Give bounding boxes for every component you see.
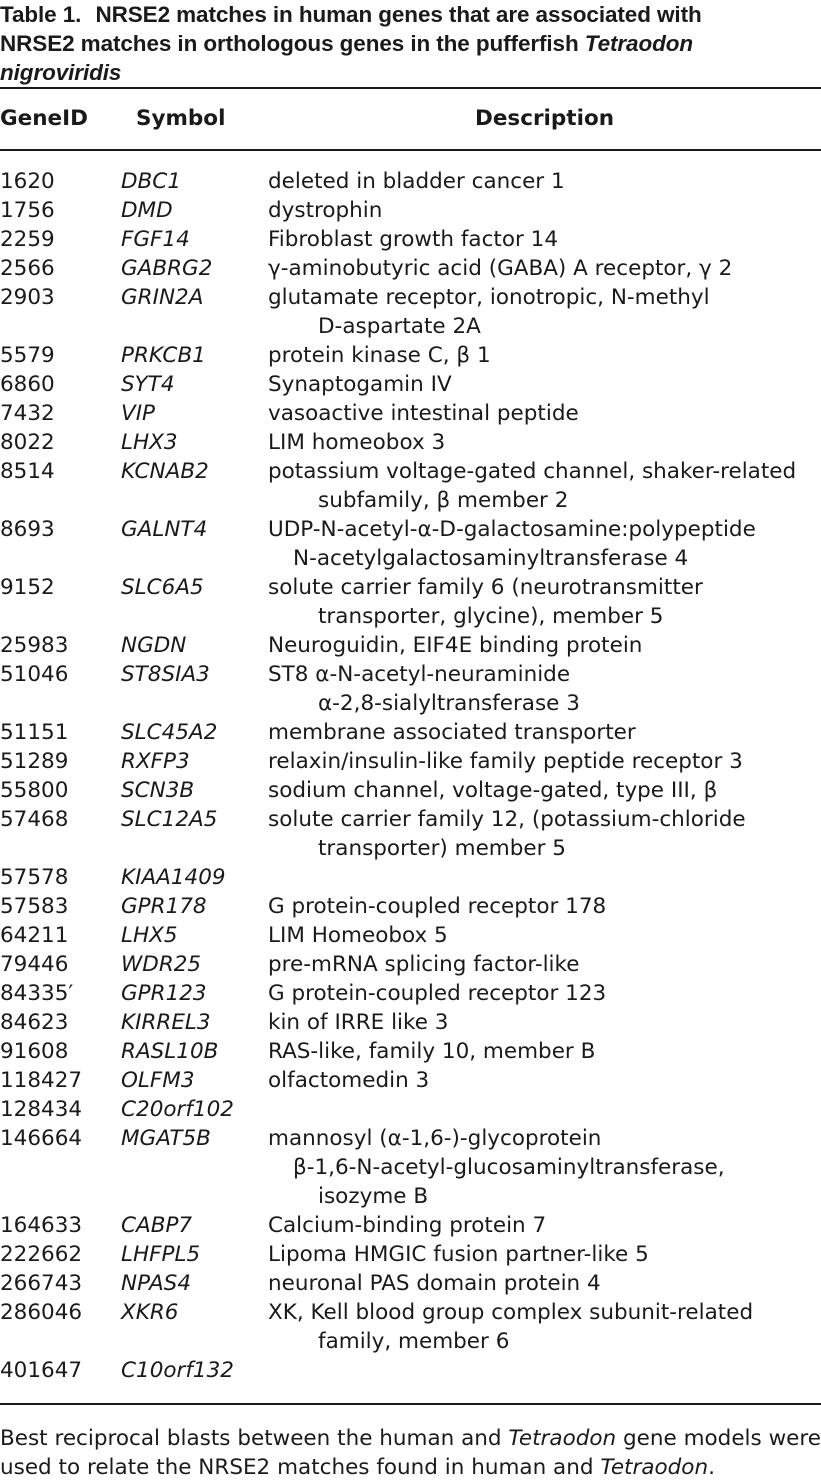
table-row bbox=[0, 863, 821, 892]
table-row bbox=[0, 1095, 821, 1124]
cell-symbol: GALNT4 bbox=[121, 517, 208, 542]
footnote-text-2: gene models were used to relate the NRSE2 matches found in human and bbox=[0, 1426, 821, 1480]
cell-geneid: 128434 bbox=[0, 1097, 83, 1122]
cell-symbol: KIAA1409 bbox=[121, 865, 226, 890]
cell-description bbox=[268, 718, 821, 747]
cell-description bbox=[268, 979, 821, 1008]
table-row bbox=[0, 805, 821, 863]
table-row bbox=[0, 950, 821, 979]
table-row bbox=[0, 979, 821, 1008]
cell-symbol: C10orf132 bbox=[121, 1358, 234, 1383]
cell-description bbox=[268, 863, 821, 892]
footnote-genus-2: Tetraodon bbox=[600, 1455, 709, 1480]
header-symbol: Symbol bbox=[136, 106, 226, 131]
cell-description bbox=[268, 776, 821, 805]
table-row bbox=[0, 428, 821, 457]
table-row bbox=[0, 457, 821, 515]
cell-description bbox=[268, 892, 821, 921]
table-number: Table 1. bbox=[0, 2, 82, 27]
description-line: glutamate receptor, ionotropic, N-methyl bbox=[268, 285, 710, 310]
cell-description bbox=[268, 283, 821, 341]
description-line: G protein-coupled receptor 178 bbox=[268, 894, 607, 919]
description-line: G protein-coupled receptor 123 bbox=[268, 981, 607, 1006]
cell-geneid: 1620 bbox=[0, 169, 55, 194]
footnote-text-3: . bbox=[708, 1455, 715, 1480]
table-row bbox=[0, 254, 821, 283]
cell-description bbox=[268, 573, 821, 631]
cell-geneid: 1756 bbox=[0, 198, 55, 223]
cell-symbol: RASL10B bbox=[121, 1039, 219, 1064]
description-line: Neuroguidin, EIF4E binding protein bbox=[268, 633, 643, 658]
cell-geneid: 8693 bbox=[0, 517, 55, 542]
description-line: potassium voltage-gated channel, shaker-related bbox=[268, 459, 797, 484]
cell-description bbox=[268, 1066, 821, 1095]
cell-geneid: 2566 bbox=[0, 256, 55, 281]
cell-symbol: KCNAB2 bbox=[121, 459, 209, 484]
cell-symbol: GPR123 bbox=[121, 981, 207, 1006]
description-line: α-2,8-sialyltransferase 3 bbox=[318, 691, 580, 716]
table-row bbox=[0, 167, 821, 196]
cell-symbol: LHX3 bbox=[121, 430, 178, 455]
cell-symbol: KIRREL3 bbox=[121, 1010, 211, 1035]
description-line: sodium channel, voltage-gated, type III, β bbox=[268, 778, 718, 803]
cell-symbol: FGF14 bbox=[121, 227, 190, 252]
cell-description bbox=[268, 1211, 821, 1240]
table-row bbox=[0, 718, 821, 747]
cell-description bbox=[268, 515, 821, 573]
cell-geneid: 7432 bbox=[0, 401, 55, 426]
cell-geneid: 286046 bbox=[0, 1300, 83, 1325]
caption-line-2 bbox=[0, 29, 821, 58]
table-top-rule bbox=[0, 87, 821, 89]
cell-symbol: WDR25 bbox=[121, 952, 202, 977]
cell-description bbox=[268, 805, 821, 863]
table-row bbox=[0, 370, 821, 399]
description-line: XK, Kell blood group complex subunit-related bbox=[268, 1300, 754, 1325]
cell-description bbox=[268, 254, 821, 283]
table-row bbox=[0, 1269, 821, 1298]
cell-symbol: SLC6A5 bbox=[121, 575, 204, 600]
table-row bbox=[0, 1211, 821, 1240]
table-bottom-rule bbox=[0, 1403, 821, 1405]
description-line: N-acetylgalactosaminyltransferase 4 bbox=[293, 546, 689, 571]
cell-geneid: 57578 bbox=[0, 865, 69, 890]
cell-description bbox=[268, 660, 821, 718]
description-line: D-aspartate 2A bbox=[318, 314, 481, 339]
cell-geneid: 51289 bbox=[0, 749, 69, 774]
cell-geneid: 146664 bbox=[0, 1126, 83, 1151]
table-row bbox=[0, 225, 821, 254]
cell-symbol: C20orf102 bbox=[121, 1097, 234, 1122]
caption-line-1 bbox=[0, 0, 821, 29]
cell-geneid: 25983 bbox=[0, 633, 69, 658]
cell-symbol: XKR6 bbox=[121, 1300, 179, 1325]
cell-geneid: 164633 bbox=[0, 1213, 83, 1238]
cell-description bbox=[268, 950, 821, 979]
table-caption bbox=[0, 0, 821, 87]
cell-description bbox=[268, 631, 821, 660]
table-row bbox=[0, 399, 821, 428]
table-body bbox=[0, 167, 821, 1385]
cell-description bbox=[268, 1298, 821, 1356]
cell-description bbox=[268, 167, 821, 196]
description-line: protein kinase C, β 1 bbox=[268, 343, 491, 368]
cell-symbol: SLC45A2 bbox=[121, 720, 218, 745]
cell-geneid: 2259 bbox=[0, 227, 55, 252]
footnote-genus-1: Tetraodon bbox=[508, 1426, 617, 1451]
description-line: β-1,6-N-acetyl-glucosaminyltransferase, bbox=[293, 1155, 725, 1180]
cell-symbol: DMD bbox=[121, 198, 173, 223]
description-line: LIM Homeobox 5 bbox=[268, 923, 448, 948]
table-row bbox=[0, 573, 821, 631]
cell-description bbox=[268, 457, 821, 515]
description-line: Lipoma HMGIC fusion partner-like 5 bbox=[268, 1242, 649, 1267]
cell-description bbox=[268, 1240, 821, 1269]
cell-geneid: 222662 bbox=[0, 1242, 83, 1267]
table-row bbox=[0, 1240, 821, 1269]
table-row bbox=[0, 747, 821, 776]
cell-symbol: SYT4 bbox=[121, 372, 175, 397]
table-row bbox=[0, 283, 821, 341]
cell-geneid: 84335′ bbox=[0, 981, 74, 1006]
cell-geneid: 79446 bbox=[0, 952, 69, 977]
cell-description bbox=[268, 399, 821, 428]
description-line: subfamily, β member 2 bbox=[318, 488, 569, 513]
cell-geneid: 57468 bbox=[0, 807, 69, 832]
description-line: olfactomedin 3 bbox=[268, 1068, 430, 1093]
cell-symbol: SLC12A5 bbox=[121, 807, 218, 832]
cell-symbol: NGDN bbox=[121, 633, 187, 658]
table-header-rule bbox=[0, 149, 821, 151]
cell-symbol: ST8SIA3 bbox=[121, 662, 210, 687]
cell-symbol: GABRG2 bbox=[121, 256, 213, 281]
table-row bbox=[0, 1066, 821, 1095]
cell-geneid: 91608 bbox=[0, 1039, 69, 1064]
description-line: ST8 α-N-acetyl-neuraminide bbox=[268, 662, 571, 687]
cell-geneid: 57583 bbox=[0, 894, 69, 919]
footnote-text-1: Best reciprocal blasts between the human and bbox=[0, 1426, 509, 1451]
table-row bbox=[0, 196, 821, 225]
cell-description bbox=[268, 1037, 821, 1066]
description-line: dystrophin bbox=[268, 198, 383, 223]
cell-geneid: 55800 bbox=[0, 778, 69, 803]
cell-symbol: NPAS4 bbox=[121, 1271, 192, 1296]
cell-symbol: DBC1 bbox=[121, 169, 181, 194]
caption-line-3 bbox=[0, 58, 821, 87]
description-line: neuronal PAS domain protein 4 bbox=[268, 1271, 601, 1296]
cell-geneid: 6860 bbox=[0, 372, 55, 397]
description-line: Calcium-binding protein 7 bbox=[268, 1213, 547, 1238]
cell-geneid: 64211 bbox=[0, 923, 69, 948]
table-footnote bbox=[0, 1424, 821, 1482]
description-line: pre-mRNA splicing factor-like bbox=[268, 952, 580, 977]
description-line: transporter, glycine), member 5 bbox=[318, 604, 664, 629]
cell-description bbox=[268, 747, 821, 776]
description-line: RAS-like, family 10, member B bbox=[268, 1039, 596, 1064]
cell-geneid: 84623 bbox=[0, 1010, 69, 1035]
cell-symbol: PRKCB1 bbox=[121, 343, 206, 368]
cell-description bbox=[268, 1356, 821, 1385]
table-row bbox=[0, 921, 821, 950]
description-line: Fibroblast growth factor 14 bbox=[268, 227, 559, 252]
description-line: solute carrier family 12, (potassium-chloride bbox=[268, 807, 746, 832]
cell-geneid: 401647 bbox=[0, 1358, 83, 1383]
cell-geneid: 5579 bbox=[0, 343, 55, 368]
cell-description bbox=[268, 370, 821, 399]
cell-description bbox=[268, 196, 821, 225]
cell-symbol: SCN3B bbox=[121, 778, 195, 803]
cell-description bbox=[268, 1269, 821, 1298]
cell-symbol: LHFPL5 bbox=[121, 1242, 201, 1267]
cell-symbol: GRIN2A bbox=[121, 285, 204, 310]
cell-geneid: 51151 bbox=[0, 720, 69, 745]
table-row bbox=[0, 776, 821, 805]
description-line: deleted in bladder cancer 1 bbox=[268, 169, 565, 194]
header-geneid: GeneID bbox=[0, 106, 88, 131]
cell-geneid: 8514 bbox=[0, 459, 55, 484]
cell-description bbox=[268, 1095, 821, 1124]
table-row bbox=[0, 341, 821, 370]
table-row bbox=[0, 892, 821, 921]
cell-geneid: 8022 bbox=[0, 430, 55, 455]
table-row bbox=[0, 1356, 821, 1385]
cell-symbol: MGAT5B bbox=[121, 1126, 211, 1151]
description-line: vasoactive intestinal peptide bbox=[268, 401, 579, 426]
table-row bbox=[0, 1298, 821, 1356]
description-line: Synaptogamin IV bbox=[268, 372, 452, 397]
caption-text-2: NRSE2 matches in orthologous genes in the pufferfish bbox=[0, 31, 585, 56]
cell-description bbox=[268, 1124, 821, 1211]
description-line: isozyme B bbox=[318, 1184, 429, 1209]
description-line: LIM homeobox 3 bbox=[268, 430, 446, 455]
header-description: Description bbox=[474, 106, 615, 131]
cell-symbol: VIP bbox=[121, 401, 156, 426]
description-line: kin of IRRE like 3 bbox=[268, 1010, 449, 1035]
cell-symbol: OLFM3 bbox=[121, 1068, 195, 1093]
cell-symbol: RXFP3 bbox=[121, 749, 190, 774]
description-line: mannosyl (α-1,6-)-glycoprotein bbox=[268, 1126, 602, 1151]
table-row bbox=[0, 515, 821, 573]
table-row bbox=[0, 1008, 821, 1037]
table-row bbox=[0, 1124, 821, 1211]
description-line: UDP-N-acetyl-α-D-galactosamine:polypeptide bbox=[268, 517, 756, 542]
description-line: transporter) member 5 bbox=[318, 836, 566, 861]
cell-symbol: GPR178 bbox=[121, 894, 207, 919]
cell-geneid: 266743 bbox=[0, 1271, 83, 1296]
description-line: γ-aminobutyric acid (GABA) A receptor, γ 2 bbox=[268, 256, 733, 281]
table-row bbox=[0, 1037, 821, 1066]
description-line: relaxin/insulin-like family peptide receptor 3 bbox=[268, 749, 743, 774]
caption-genus: Tetraodon bbox=[584, 31, 694, 56]
cell-description bbox=[268, 921, 821, 950]
caption-species: nigroviridis bbox=[0, 60, 122, 85]
cell-symbol: CABP7 bbox=[121, 1213, 193, 1238]
caption-text-1: NRSE2 matches in human genes that are associated with bbox=[95, 2, 702, 27]
cell-description bbox=[268, 1008, 821, 1037]
cell-geneid: 9152 bbox=[0, 575, 55, 600]
cell-geneid: 2903 bbox=[0, 285, 55, 310]
cell-geneid: 118427 bbox=[0, 1068, 83, 1093]
cell-description bbox=[268, 428, 821, 457]
cell-description bbox=[268, 225, 821, 254]
description-line: solute carrier family 6 (neurotransmitter bbox=[268, 575, 703, 600]
description-line: family, member 6 bbox=[318, 1329, 510, 1354]
cell-symbol: LHX5 bbox=[121, 923, 178, 948]
table-row bbox=[0, 660, 821, 718]
cell-description bbox=[268, 341, 821, 370]
cell-geneid: 51046 bbox=[0, 662, 69, 687]
description-line: membrane associated transporter bbox=[268, 720, 636, 745]
table-row bbox=[0, 631, 821, 660]
